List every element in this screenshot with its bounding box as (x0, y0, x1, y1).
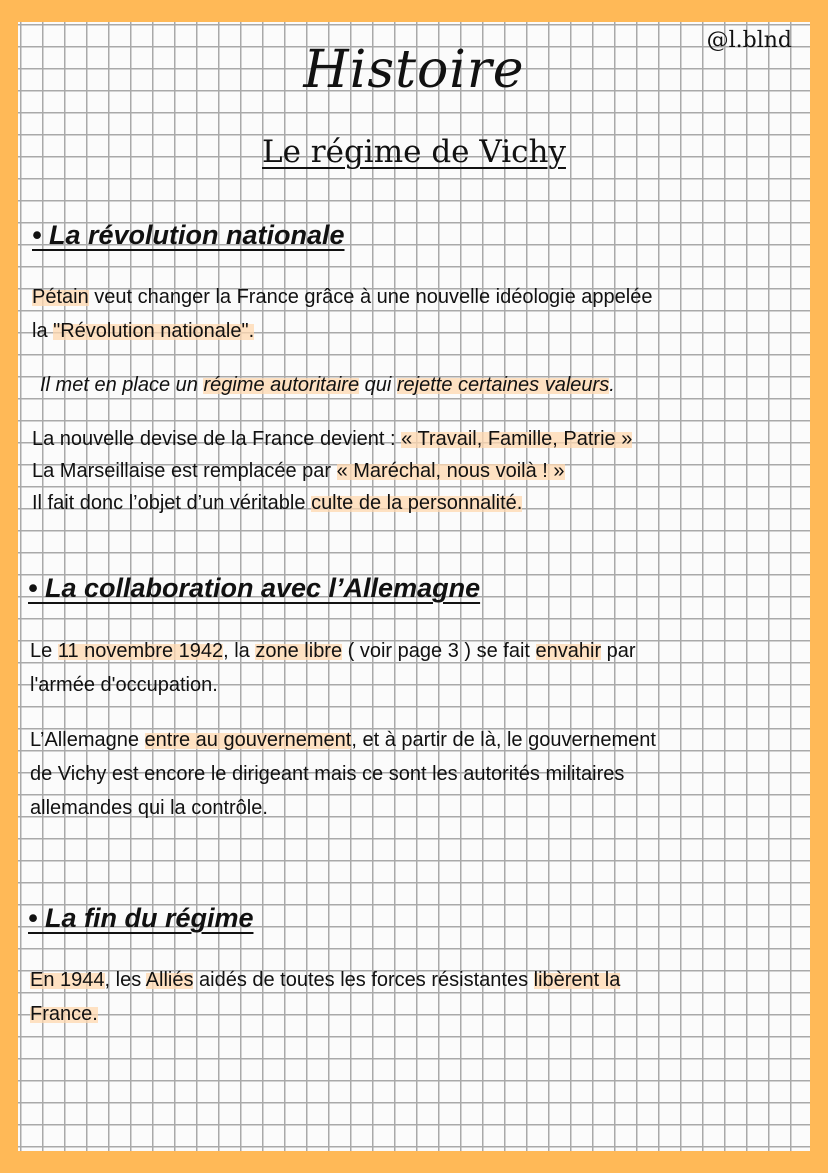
text: aidés de toutes les forces résistantes (193, 969, 534, 991)
text: , la (223, 640, 256, 662)
text: . (609, 374, 615, 396)
text: par (601, 640, 636, 662)
highlight: En 1944 (30, 969, 105, 991)
highlight: libèrent la (533, 969, 621, 991)
paragraph-regime-autoritaire (40, 368, 615, 402)
highlight: France. (30, 1003, 98, 1025)
highlight: "Révolution nationale". (53, 320, 255, 342)
page-title: Histoire (303, 40, 525, 100)
text: Il fait donc l’objet d’un véritable (32, 492, 312, 514)
text: L’Allemagne (30, 729, 145, 751)
highlight: entre au gouvernement (144, 729, 352, 751)
text: Il met en place un (40, 374, 204, 396)
text: , les (104, 969, 146, 991)
highlight: culte de la personnalité. (311, 492, 523, 514)
highlight: 11 novembre 1942 (57, 640, 224, 662)
text: ( voir page 3 ) se fait (342, 640, 536, 662)
text: La Marseillaise est remplacée par (32, 460, 337, 482)
highlight: Pétain (32, 286, 89, 308)
paragraph-gouvernement (30, 723, 656, 825)
highlight: « Maréchal, nous voilà ! » (336, 460, 565, 482)
text: qui (359, 374, 397, 396)
highlight: rejette certaines valeurs (396, 374, 610, 396)
highlight: régime autoritaire (203, 374, 360, 396)
heading-fin-du-regime: • La fin du régime (28, 903, 254, 933)
highlight: « Travail, Famille, Patrie » (401, 428, 633, 450)
highlight: zone libre (255, 640, 343, 662)
highlight: Alliés (145, 969, 194, 991)
text: allemandes qui la contrôle. (30, 797, 268, 819)
paragraph-revolution-intro (32, 280, 652, 348)
text: Le (30, 640, 58, 662)
text: , et à partir de là, le gouvernement (351, 729, 656, 751)
heading-revolution-nationale: • La révolution nationale (32, 220, 345, 250)
text: La nouvelle devise de la France devient : (32, 428, 402, 450)
paragraph-devise (32, 423, 632, 519)
text: l'armée d'occupation. (30, 674, 218, 696)
heading-collaboration: • La collaboration avec l’Allemagne (28, 573, 481, 603)
page-subtitle: Le régime de Vichy (262, 134, 566, 170)
text: veut changer la France grâce à une nouvelle idéologie appelée (88, 286, 653, 308)
highlight: envahir (535, 640, 602, 662)
paragraph-invasion (30, 634, 636, 702)
text: la (32, 320, 54, 342)
text: de Vichy est encore le dirigeant mais ce sont les autorités militaires (30, 763, 625, 785)
author-handle: @l.blnd (706, 28, 792, 53)
paragraph-liberation (30, 963, 620, 1031)
